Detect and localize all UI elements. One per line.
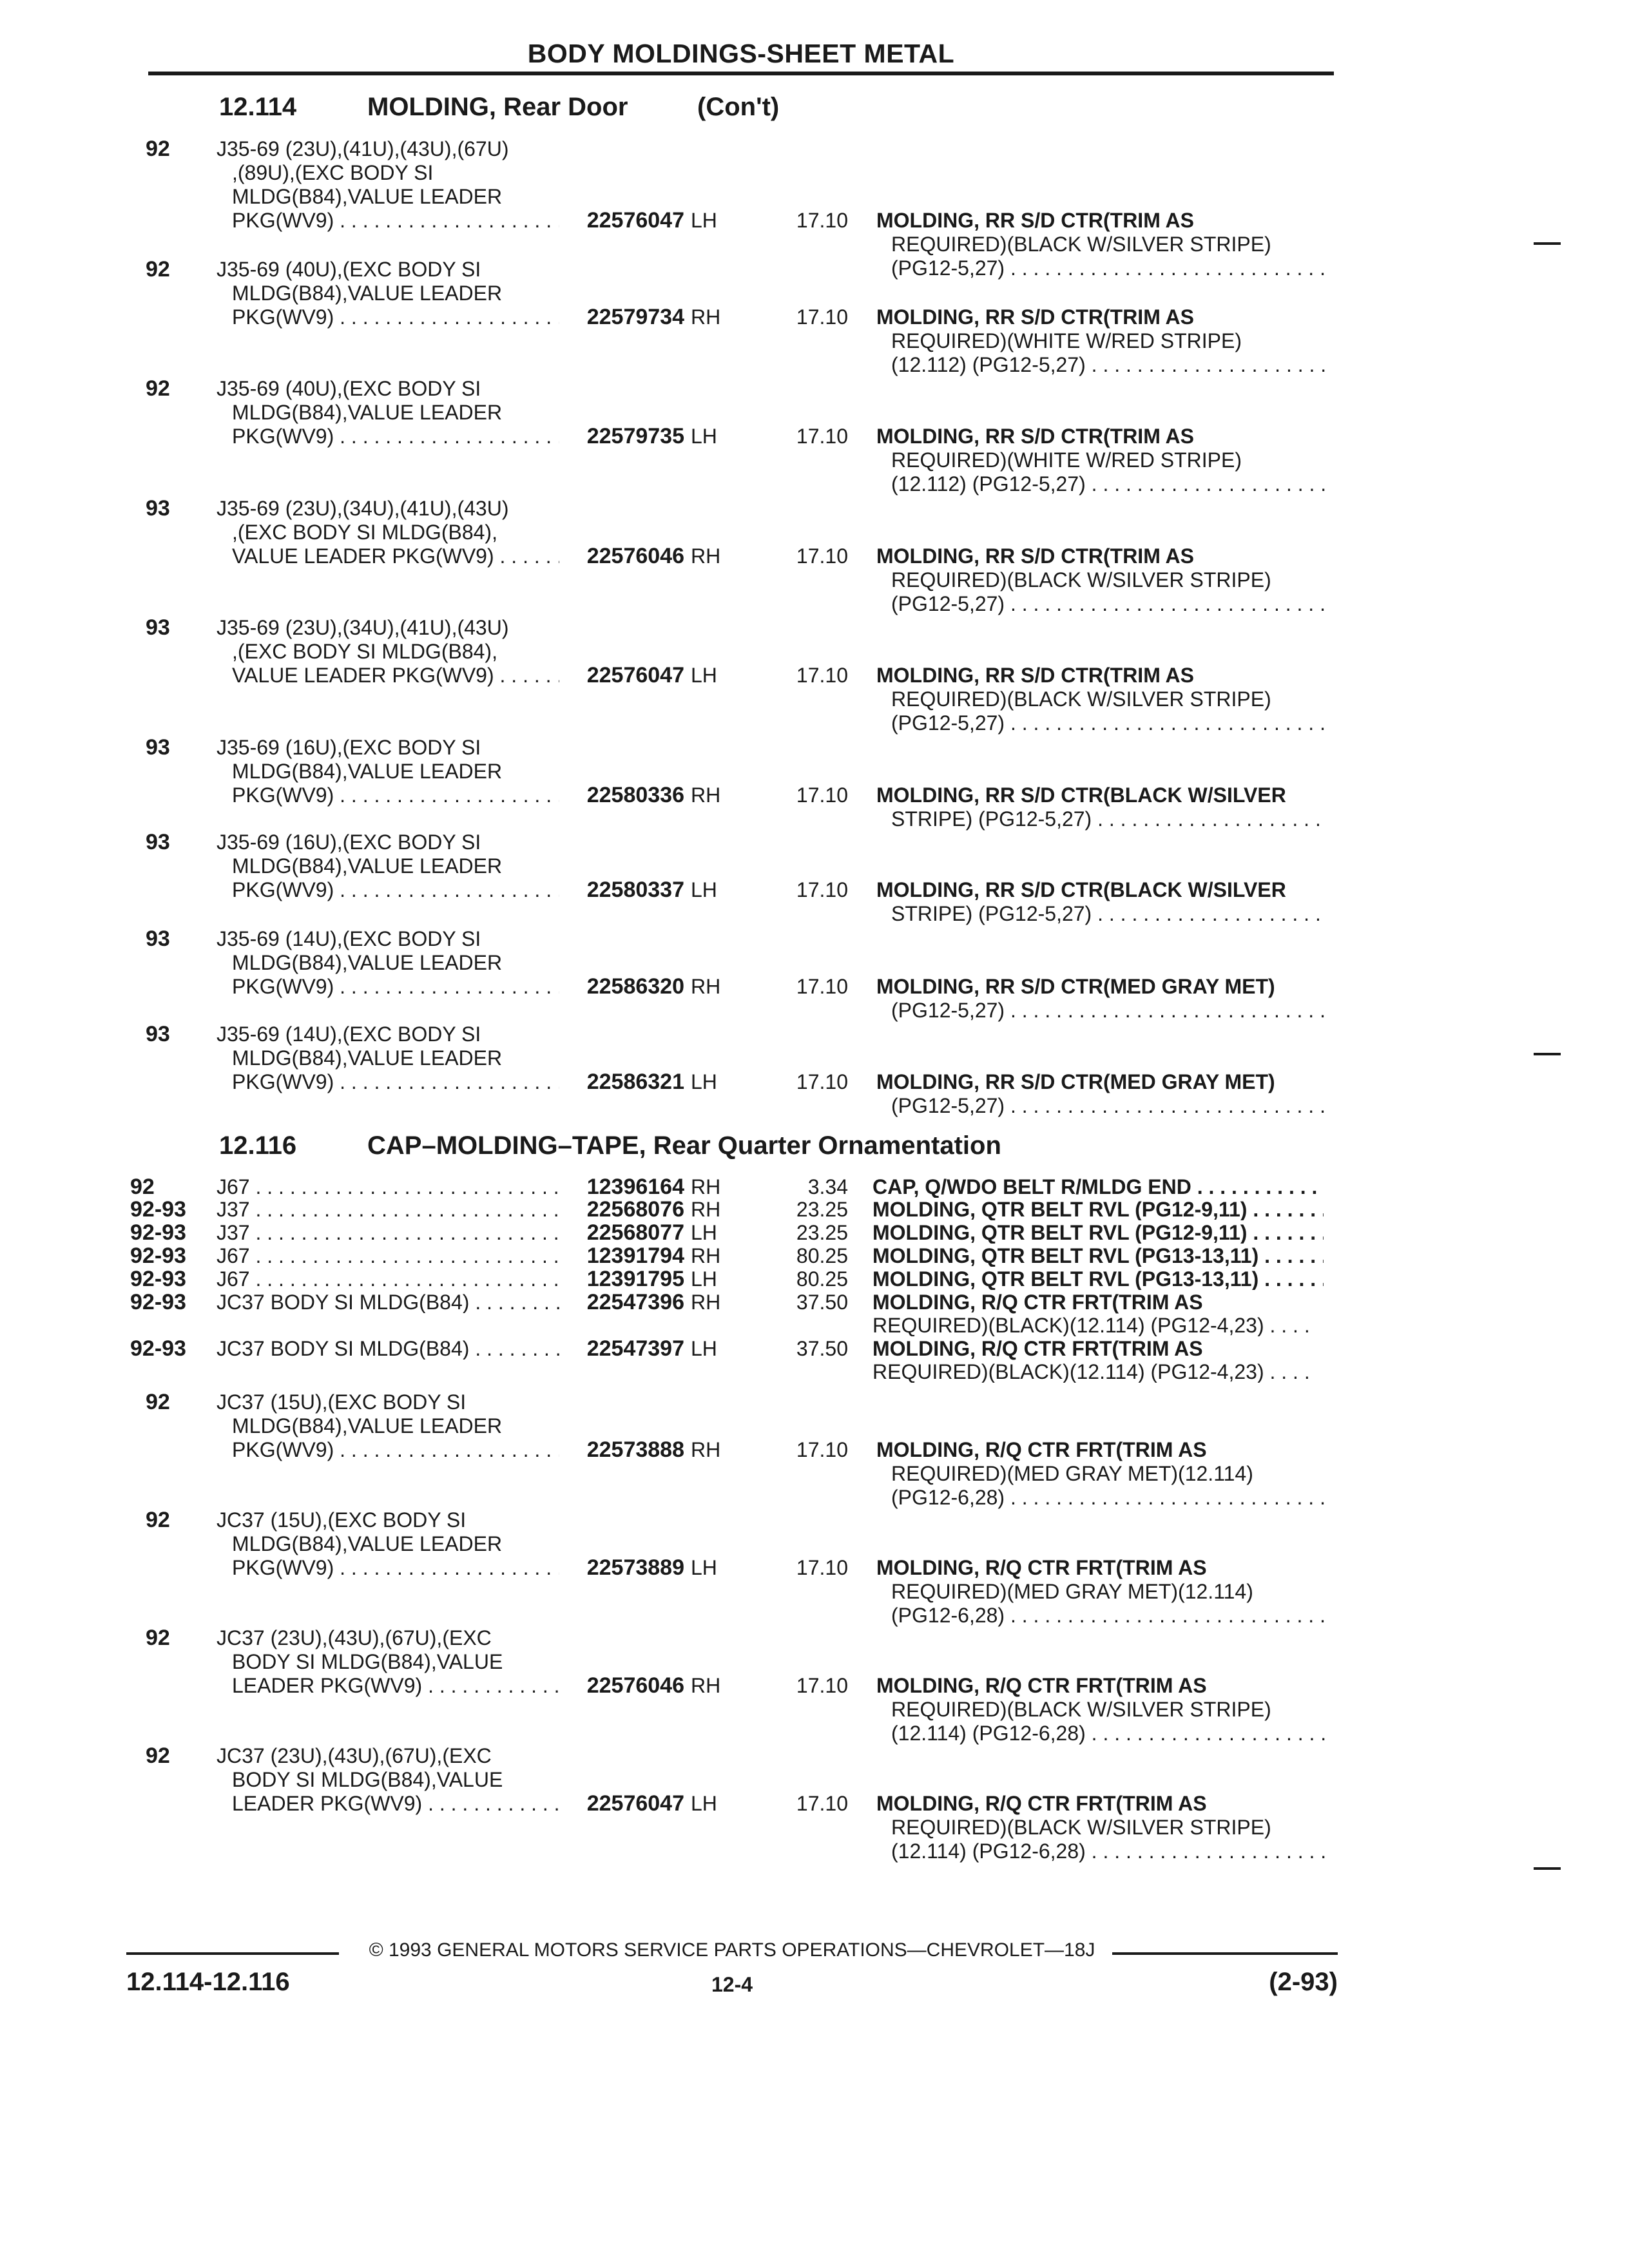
part-number: 22573888 bbox=[586, 1437, 684, 1462]
section-range: 12.114-12.116 bbox=[126, 1968, 290, 1996]
page-footer bbox=[126, 1939, 1338, 2023]
section-title: MOLDING, Rear Door bbox=[367, 93, 628, 121]
part-number: 22576047 bbox=[586, 208, 684, 233]
margin-tick-mark bbox=[1534, 242, 1561, 245]
model-year: 93 bbox=[146, 830, 170, 854]
list-price: 80.25 bbox=[796, 1267, 848, 1291]
model-year: 92-93 bbox=[130, 1290, 186, 1314]
part-number: 22580337 bbox=[586, 878, 684, 902]
description-line: MOLDING, R/Q CTR FRT(TRIM AS bbox=[876, 1674, 1207, 1697]
applicability-line: J35-69 (23U),(34U),(41U),(43U) bbox=[217, 616, 509, 639]
description-line: MOLDING, R/Q CTR FRT(TRIM AS bbox=[876, 1438, 1207, 1461]
model-year: 92-93 bbox=[130, 1197, 186, 1222]
part-number: 22586321 bbox=[586, 1070, 684, 1094]
list-price: 80.25 bbox=[796, 1244, 848, 1267]
applicability-line: JC37 (23U),(43U),(67U),(EXC bbox=[217, 1744, 492, 1767]
side-indicator: RH bbox=[691, 1291, 721, 1314]
side-indicator: RH bbox=[691, 975, 721, 998]
side-indicator: LH bbox=[691, 209, 717, 232]
applicability-line: J67 . . . bbox=[217, 1245, 559, 1267]
side-indicator: LH bbox=[691, 425, 717, 448]
model-year: 92-93 bbox=[130, 1267, 186, 1291]
model-year: 92 bbox=[146, 1508, 170, 1532]
applicability-line: PKG(WV9) . . . bbox=[232, 424, 559, 448]
description-line: MOLDING, RR S/D CTR(BLACK W/SILVER bbox=[876, 783, 1286, 807]
description-line: MOLDING, QTR BELT RVL (PG13-13,11) . . . bbox=[872, 1268, 1324, 1290]
list-price: 17.10 bbox=[796, 1674, 848, 1697]
side-indicator: RH bbox=[691, 783, 721, 807]
description-line: MOLDING, R/Q CTR FRT(TRIM AS bbox=[872, 1291, 1203, 1314]
description-line: MOLDING, QTR BELT RVL (PG12-9,11) . . . bbox=[872, 1222, 1324, 1244]
description-line: MOLDING, RR S/D CTR(MED GRAY MET) bbox=[876, 975, 1275, 998]
margin-tick-mark bbox=[1534, 1053, 1561, 1055]
description-line: MOLDING, RR S/D CTR(TRIM AS bbox=[876, 544, 1194, 568]
page-number: 12-4 bbox=[711, 1973, 753, 1996]
part-number: 12391795 bbox=[586, 1267, 684, 1291]
list-price: 17.10 bbox=[796, 209, 848, 232]
side-indicator: RH bbox=[691, 544, 721, 568]
description-line: (PG12-5,27) . . . bbox=[891, 256, 1327, 280]
description-line: CAP, Q/WDO BELT R/MLDG END . . . bbox=[872, 1176, 1324, 1198]
model-year: 92 bbox=[146, 1626, 170, 1650]
applicability-line: J35-69 (23U),(41U),(43U),(67U) bbox=[217, 137, 509, 160]
description-line: MOLDING, R/Q CTR FRT(TRIM AS bbox=[876, 1792, 1207, 1815]
model-year: 92-93 bbox=[130, 1220, 186, 1245]
model-year: 92 bbox=[146, 137, 170, 161]
description-line: MOLDING, RR S/D CTR(TRIM AS bbox=[876, 305, 1194, 329]
applicability-line: PKG(WV9) . . . bbox=[232, 878, 559, 902]
applicability-line: LEADER PKG(WV9) . . . bbox=[232, 1791, 559, 1816]
list-price: 17.10 bbox=[796, 878, 848, 901]
list-price: 17.10 bbox=[796, 425, 848, 448]
side-indicator: LH bbox=[691, 1221, 717, 1244]
description-line: REQUIRED)(MED GRAY MET)(12.114) bbox=[891, 1462, 1253, 1485]
part-number: 22586320 bbox=[586, 974, 684, 999]
list-price: 23.25 bbox=[796, 1221, 848, 1244]
applicability-line: JC37 BODY SI MLDG(B84) . . . bbox=[217, 1338, 559, 1360]
applicability-line: J35-69 (16U),(EXC BODY SI bbox=[217, 736, 481, 759]
list-price: 37.50 bbox=[796, 1337, 848, 1360]
description-line: MOLDING, QTR BELT RVL (PG12-9,11) . . . bbox=[872, 1198, 1324, 1220]
part-number: 12396164 bbox=[586, 1175, 684, 1199]
side-indicator: RH bbox=[691, 1198, 721, 1221]
applicability-line: MLDG(B84),VALUE LEADER bbox=[232, 401, 503, 424]
description-line: (PG12-5,27) . . . bbox=[891, 711, 1327, 735]
description-line: REQUIRED)(WHITE W/RED STRIPE) bbox=[891, 329, 1242, 352]
section-continued: (Con't) bbox=[697, 93, 780, 121]
model-year: 92 bbox=[146, 257, 170, 282]
part-number: 22568077 bbox=[586, 1220, 684, 1245]
applicability-line: PKG(WV9) . . . bbox=[232, 1555, 559, 1580]
applicability-line: PKG(WV9) . . . bbox=[232, 208, 559, 233]
applicability-line: J37 . . . bbox=[217, 1222, 559, 1244]
list-price: 17.10 bbox=[796, 975, 848, 998]
description-line: MOLDING, RR S/D CTR(TRIM AS bbox=[876, 209, 1194, 232]
model-year: 92 bbox=[130, 1175, 155, 1199]
side-indicator: RH bbox=[691, 1438, 721, 1461]
description-line: REQUIRED)(BLACK)(12.114) (PG12-4,23) . . . bbox=[872, 1361, 1309, 1383]
date-code: (2-93) bbox=[1269, 1968, 1338, 1996]
description-line: (PG12-5,27) . . . bbox=[891, 1093, 1327, 1118]
description-line: (12.114) (PG12-6,28) . . . bbox=[891, 1721, 1327, 1745]
applicability-line: J35-69 (40U),(EXC BODY SI bbox=[217, 258, 481, 281]
description-line: MOLDING, RR S/D CTR(TRIM AS bbox=[876, 664, 1194, 687]
applicability-line: J67 . . . bbox=[217, 1176, 559, 1198]
list-price: 17.10 bbox=[796, 1438, 848, 1461]
description-line: STRIPE) (PG12-5,27) . . . bbox=[891, 901, 1327, 926]
page-title: BODY MOLDINGS-SHEET METAL bbox=[527, 39, 955, 68]
part-number: 22547397 bbox=[586, 1336, 684, 1361]
side-indicator: RH bbox=[691, 1244, 721, 1267]
description-line: MOLDING, RR S/D CTR(TRIM AS bbox=[876, 425, 1194, 448]
description-line: (PG12-6,28) . . . bbox=[891, 1603, 1327, 1628]
part-number: 22579734 bbox=[586, 305, 684, 329]
list-price: 23.25 bbox=[796, 1198, 848, 1221]
description-line: REQUIRED)(BLACK W/SILVER STRIPE) bbox=[891, 1698, 1271, 1721]
description-line: REQUIRED)(BLACK W/SILVER STRIPE) bbox=[891, 687, 1271, 711]
applicability-line: J35-69 (14U),(EXC BODY SI bbox=[217, 927, 481, 950]
list-price: 17.10 bbox=[796, 305, 848, 329]
applicability-line: BODY SI MLDG(B84),VALUE bbox=[232, 1768, 503, 1791]
description-line: REQUIRED)(BLACK)(12.114) (PG12-4,23) . . . bbox=[872, 1314, 1309, 1336]
applicability-line: MLDG(B84),VALUE LEADER bbox=[232, 1046, 503, 1070]
list-price: 17.10 bbox=[796, 783, 848, 807]
part-number: 22576046 bbox=[586, 544, 684, 568]
side-indicator: RH bbox=[691, 1674, 721, 1697]
description-line: (PG12-5,27) . . . bbox=[891, 591, 1327, 616]
side-indicator: LH bbox=[691, 1337, 717, 1360]
applicability-line: MLDG(B84),VALUE LEADER bbox=[232, 854, 503, 878]
side-indicator: LH bbox=[691, 664, 717, 687]
list-price: 17.10 bbox=[796, 544, 848, 568]
description-line: REQUIRED)(WHITE W/RED STRIPE) bbox=[891, 448, 1242, 472]
model-year: 92 bbox=[146, 1744, 170, 1768]
model-year: 92-93 bbox=[130, 1244, 186, 1268]
applicability-line: ,(89U),(EXC BODY SI bbox=[232, 161, 434, 184]
model-year: 93 bbox=[146, 927, 170, 951]
part-number: 22576047 bbox=[586, 663, 684, 687]
description-line: REQUIRED)(BLACK W/SILVER STRIPE) bbox=[891, 568, 1271, 591]
model-year: 92 bbox=[146, 1390, 170, 1414]
description-line: REQUIRED)(BLACK W/SILVER STRIPE) bbox=[891, 233, 1271, 256]
section-heading bbox=[0, 93, 1629, 128]
part-number: 22580336 bbox=[586, 783, 684, 807]
applicability-line: JC37 BODY SI MLDG(B84) . . . bbox=[217, 1291, 559, 1313]
applicability-line: PKG(WV9) . . . bbox=[232, 1437, 559, 1462]
part-number: 22547396 bbox=[586, 1290, 684, 1314]
applicability-line: ,(EXC BODY SI MLDG(B84), bbox=[232, 640, 497, 663]
section-heading bbox=[0, 1131, 1629, 1166]
applicability-line: LEADER PKG(WV9) . . . bbox=[232, 1673, 559, 1698]
applicability-line: PKG(WV9) . . . bbox=[232, 1070, 559, 1094]
applicability-line: MLDG(B84),VALUE LEADER bbox=[232, 1532, 503, 1555]
model-year: 93 bbox=[146, 615, 170, 640]
part-number: 22576046 bbox=[586, 1673, 684, 1698]
applicability-line: MLDG(B84),VALUE LEADER bbox=[232, 282, 503, 305]
side-indicator: LH bbox=[691, 1070, 717, 1093]
part-number: 22573889 bbox=[586, 1555, 684, 1580]
list-price: 37.50 bbox=[796, 1291, 848, 1314]
model-year: 93 bbox=[146, 735, 170, 760]
applicability-line: MLDG(B84),VALUE LEADER bbox=[232, 951, 503, 974]
applicability-line: ,(EXC BODY SI MLDG(B84), bbox=[232, 521, 497, 544]
applicability-line: JC37 (23U),(43U),(67U),(EXC bbox=[217, 1626, 492, 1649]
side-indicator: RH bbox=[691, 305, 721, 329]
model-year: 92 bbox=[146, 376, 170, 401]
applicability-line: MLDG(B84),VALUE LEADER bbox=[232, 185, 503, 208]
applicability-line: PKG(WV9) . . . bbox=[232, 783, 559, 807]
description-line: REQUIRED)(BLACK W/SILVER STRIPE) bbox=[891, 1816, 1271, 1839]
side-indicator: LH bbox=[691, 1792, 717, 1815]
part-number: 22576047 bbox=[586, 1791, 684, 1816]
part-number: 22579735 bbox=[586, 424, 684, 448]
section-number: 12.114 bbox=[219, 93, 297, 121]
section-title: CAP–MOLDING–TAPE, Rear Quarter Ornamentation bbox=[367, 1131, 1001, 1160]
part-number: 12391794 bbox=[586, 1244, 684, 1268]
list-price: 17.10 bbox=[796, 664, 848, 687]
description-line: MOLDING, RR S/D CTR(BLACK W/SILVER bbox=[876, 878, 1286, 901]
description-line: STRIPE) (PG12-5,27) . . . bbox=[891, 807, 1327, 831]
list-price: 17.10 bbox=[796, 1792, 848, 1815]
description-line: MOLDING, QTR BELT RVL (PG13-13,11) . . . bbox=[872, 1245, 1324, 1267]
section-number: 12.116 bbox=[219, 1131, 297, 1160]
applicability-line: VALUE LEADER PKG(WV9) . . . bbox=[232, 544, 559, 568]
part-number: 22568076 bbox=[586, 1197, 684, 1222]
description-line: MOLDING, R/Q CTR FRT(TRIM AS bbox=[872, 1337, 1203, 1360]
list-price: 17.10 bbox=[796, 1556, 848, 1579]
model-year: 93 bbox=[146, 496, 170, 521]
applicability-line: J67 . . . bbox=[217, 1268, 559, 1290]
side-indicator: LH bbox=[691, 1556, 717, 1579]
applicability-line: PKG(WV9) . . . bbox=[232, 305, 559, 329]
list-price: 17.10 bbox=[796, 1070, 848, 1093]
applicability-line: PKG(WV9) . . . bbox=[232, 974, 559, 999]
applicability-line: J35-69 (23U),(34U),(41U),(43U) bbox=[217, 497, 509, 520]
applicability-line: MLDG(B84),VALUE LEADER bbox=[232, 1414, 503, 1437]
applicability-line: J35-69 (40U),(EXC BODY SI bbox=[217, 377, 481, 400]
applicability-line: J35-69 (16U),(EXC BODY SI bbox=[217, 831, 481, 854]
margin-tick-mark bbox=[1534, 1867, 1561, 1870]
description-line: REQUIRED)(MED GRAY MET)(12.114) bbox=[891, 1580, 1253, 1603]
description-line: (12.112) (PG12-5,27) . . . bbox=[891, 472, 1327, 496]
page-header bbox=[148, 39, 1334, 75]
applicability-line: MLDG(B84),VALUE LEADER bbox=[232, 760, 503, 783]
applicability-line: J35-69 (14U),(EXC BODY SI bbox=[217, 1023, 481, 1046]
applicability-line: BODY SI MLDG(B84),VALUE bbox=[232, 1650, 503, 1673]
description-line: MOLDING, RR S/D CTR(MED GRAY MET) bbox=[876, 1070, 1275, 1093]
description-line: (PG12-5,27) . . . bbox=[891, 998, 1327, 1023]
applicability-line: VALUE LEADER PKG(WV9) . . . bbox=[232, 663, 559, 687]
description-line: (PG12-6,28) . . . bbox=[891, 1485, 1327, 1510]
applicability-line: J37 . . . bbox=[217, 1198, 559, 1220]
description-line: MOLDING, R/Q CTR FRT(TRIM AS bbox=[876, 1556, 1207, 1579]
side-indicator: LH bbox=[691, 1267, 717, 1291]
side-indicator: LH bbox=[691, 878, 717, 901]
applicability-line: JC37 (15U),(EXC BODY SI bbox=[217, 1390, 467, 1414]
list-price: 3.34 bbox=[807, 1175, 848, 1198]
description-line: (12.112) (PG12-5,27) . . . bbox=[891, 352, 1327, 377]
model-year: 93 bbox=[146, 1022, 170, 1046]
model-year: 92-93 bbox=[130, 1336, 186, 1361]
copyright-notice: © 1993 GENERAL MOTORS SERVICE PARTS OPERATIONS—CHEVROLET—18J bbox=[369, 1939, 1095, 1961]
applicability-line: JC37 (15U),(EXC BODY SI bbox=[217, 1508, 467, 1532]
description-line: (12.114) (PG12-6,28) . . . bbox=[891, 1839, 1327, 1863]
side-indicator: RH bbox=[691, 1175, 721, 1198]
